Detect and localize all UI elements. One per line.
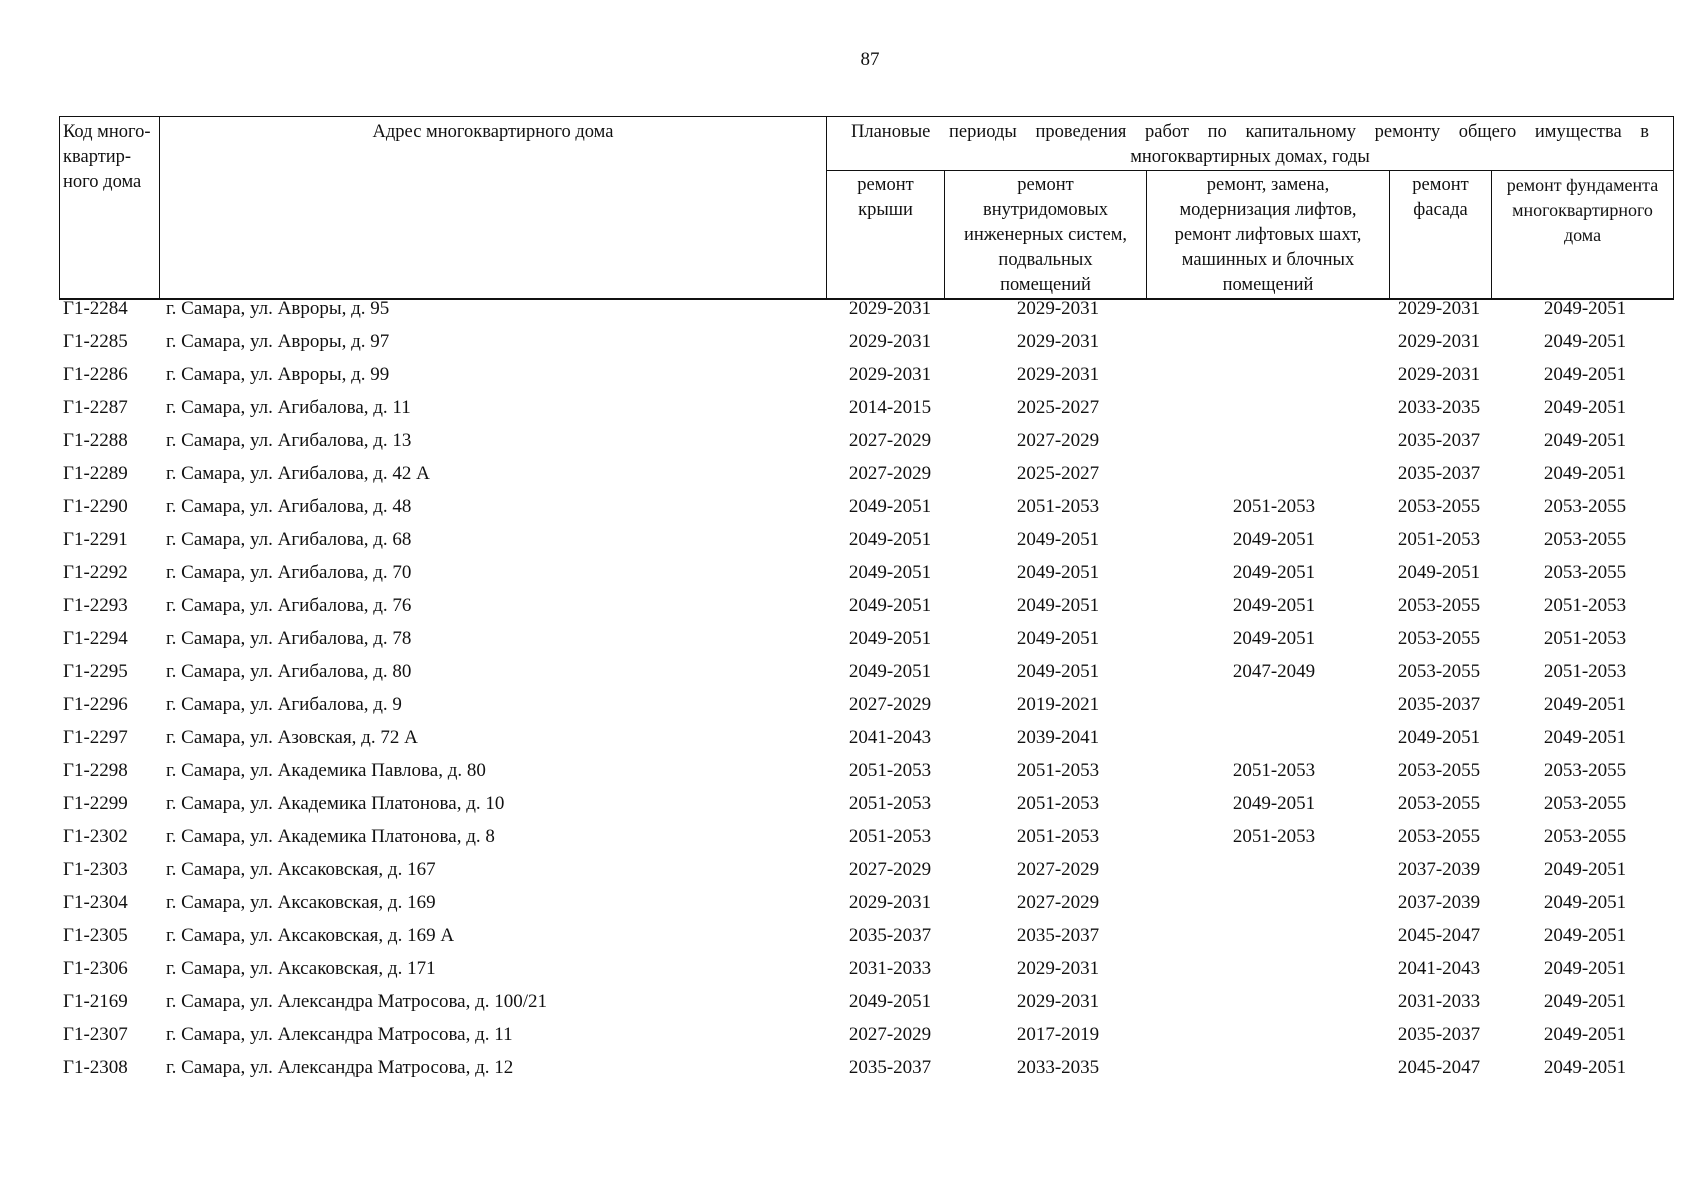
systems-period-cell: 2051-2053 <box>1016 496 1100 517</box>
address-cell: г. Самара, ул. Академика Павлова, д. 80 <box>166 760 486 781</box>
table-row <box>59 693 1673 726</box>
facade-period-cell: 2053-2055 <box>1397 496 1481 517</box>
roof-period-cell: 2049-2051 <box>848 562 932 583</box>
facade-period-cell: 2053-2055 <box>1397 793 1481 814</box>
table-row <box>59 330 1673 363</box>
facade-period-cell: 2035-2037 <box>1397 430 1481 451</box>
roof-period-cell: 2027-2029 <box>848 694 932 715</box>
foundation-period-cell: 2049-2051 <box>1543 859 1627 880</box>
foundation-period-cell: 2049-2051 <box>1543 925 1627 946</box>
table-row <box>59 792 1673 825</box>
systems-period-cell: 2049-2051 <box>1016 661 1100 682</box>
header-col-line: внутридомовых <box>982 200 1109 220</box>
systems-period-cell: 2029-2031 <box>1016 991 1100 1012</box>
header-col-facade <box>1390 171 1492 300</box>
table-row <box>59 858 1673 891</box>
foundation-period-cell: 2051-2053 <box>1543 595 1627 616</box>
page-number: 87 <box>860 49 880 70</box>
table-row <box>59 660 1673 693</box>
facade-period-cell: 2045-2047 <box>1397 1057 1481 1078</box>
lifts-period-cell: 2049-2051 <box>1232 793 1316 814</box>
foundation-period-cell: 2053-2055 <box>1543 562 1627 583</box>
facade-period-cell: 2053-2055 <box>1397 628 1481 649</box>
header-col-foundation <box>1492 171 1674 300</box>
table-row <box>59 495 1673 528</box>
header-col-systems <box>945 171 1147 300</box>
house-code-cell: Г1-2294 <box>63 628 128 649</box>
house-code-cell: Г1-2306 <box>63 958 128 979</box>
foundation-period-cell: 2053-2055 <box>1543 826 1627 847</box>
address-cell: г. Самара, ул. Аксаковская, д. 169 <box>166 892 436 913</box>
header-col-line: крыши <box>858 200 913 220</box>
table-body <box>59 297 1673 1089</box>
house-code-cell: Г1-2292 <box>63 562 128 583</box>
header-periods-group <box>827 117 1674 171</box>
house-code-cell: Г1-2289 <box>63 463 128 484</box>
house-code-cell: Г1-2304 <box>63 892 128 913</box>
table-row <box>59 462 1673 495</box>
roof-period-cell: 2027-2029 <box>848 430 932 451</box>
foundation-period-cell: 2049-2051 <box>1543 892 1627 913</box>
table-header <box>59 116 1674 300</box>
header-address-label: Адрес многоквартирного дома <box>372 122 614 142</box>
lifts-period-cell: 2051-2053 <box>1232 826 1316 847</box>
address-cell: г. Самара, ул. Авроры, д. 99 <box>166 364 390 385</box>
systems-period-cell: 2039-2041 <box>1016 727 1100 748</box>
table-row <box>59 627 1673 660</box>
systems-period-cell: 2051-2053 <box>1016 760 1100 781</box>
address-cell: г. Самара, ул. Агибалова, д. 9 <box>166 694 402 715</box>
header-col-line: помещений <box>1222 275 1314 295</box>
header-col-line: фасада <box>1413 200 1468 220</box>
table-row <box>59 528 1673 561</box>
foundation-period-cell: 2049-2051 <box>1543 1057 1627 1078</box>
house-code-cell: Г1-2308 <box>63 1057 128 1078</box>
lifts-period-cell: 2049-2051 <box>1232 595 1316 616</box>
table-row <box>59 594 1673 627</box>
header-col-line: ремонт лифтовых шахт, <box>1174 225 1362 245</box>
roof-period-cell: 2014-2015 <box>848 397 932 418</box>
address-cell: г. Самара, ул. Авроры, д. 95 <box>166 298 390 319</box>
header-col-line: ремонт <box>857 175 914 195</box>
house-code-cell: Г1-2303 <box>63 859 128 880</box>
address-cell: г. Самара, ул. Азовская, д. 72 А <box>166 727 418 748</box>
facade-period-cell: 2053-2055 <box>1397 595 1481 616</box>
foundation-period-cell: 2051-2053 <box>1543 661 1627 682</box>
house-code-cell: Г1-2302 <box>63 826 128 847</box>
header-col-line: подвальных <box>998 250 1093 270</box>
systems-period-cell: 2049-2051 <box>1016 595 1100 616</box>
table-row <box>59 726 1673 759</box>
house-code-cell: Г1-2286 <box>63 364 128 385</box>
house-code-cell: Г1-2295 <box>63 661 128 682</box>
facade-period-cell: 2033-2035 <box>1397 397 1481 418</box>
header-col-line: машинных и блочных <box>1181 250 1355 270</box>
facade-period-cell: 2035-2037 <box>1397 1024 1481 1045</box>
header-col-roof <box>827 171 945 300</box>
table-row <box>59 363 1673 396</box>
systems-period-cell: 2049-2051 <box>1016 562 1100 583</box>
foundation-period-cell: 2053-2055 <box>1543 529 1627 550</box>
roof-period-cell: 2027-2029 <box>848 463 932 484</box>
systems-period-cell: 2027-2029 <box>1016 859 1100 880</box>
systems-period-cell: 2027-2029 <box>1016 892 1100 913</box>
header-col-line: инженерных систем, <box>963 225 1128 245</box>
house-code-cell: Г1-2293 <box>63 595 128 616</box>
header-col-line: помещений <box>1000 275 1091 295</box>
address-cell: г. Самара, ул. Александра Матросова, д. 12 <box>166 1057 514 1078</box>
systems-period-cell: 2029-2031 <box>1016 331 1100 352</box>
address-cell: г. Самара, ул. Агибалова, д. 48 <box>166 496 412 517</box>
roof-period-cell: 2051-2053 <box>848 793 932 814</box>
header-address <box>160 117 827 300</box>
address-cell: г. Самара, ул. Агибалова, д. 13 <box>166 430 412 451</box>
house-code-cell: Г1-2297 <box>63 727 128 748</box>
address-cell: г. Самара, ул. Агибалова, д. 42 А <box>166 463 430 484</box>
header-code-line: ного дома <box>63 172 142 192</box>
roof-period-cell: 2035-2037 <box>848 1057 932 1078</box>
address-cell: г. Самара, ул. Агибалова, д. 11 <box>166 397 411 418</box>
table-row <box>59 924 1673 957</box>
facade-period-cell: 2053-2055 <box>1397 826 1481 847</box>
systems-period-cell: 2051-2053 <box>1016 826 1100 847</box>
roof-period-cell: 2049-2051 <box>848 628 932 649</box>
foundation-period-cell: 2049-2051 <box>1543 397 1627 418</box>
roof-period-cell: 2031-2033 <box>848 958 932 979</box>
systems-period-cell: 2029-2031 <box>1016 958 1100 979</box>
table-row <box>59 1056 1673 1089</box>
house-code-cell: Г1-2307 <box>63 1024 128 1045</box>
address-cell: г. Самара, ул. Агибалова, д. 70 <box>166 562 412 583</box>
address-cell: г. Самара, ул. Александра Матросова, д. 11 <box>166 1024 513 1045</box>
systems-period-cell: 2027-2029 <box>1016 430 1100 451</box>
foundation-period-cell: 2049-2051 <box>1543 727 1627 748</box>
table-row <box>59 429 1673 462</box>
table-row <box>59 1023 1673 1056</box>
facade-period-cell: 2053-2055 <box>1397 661 1481 682</box>
table-row <box>59 759 1673 792</box>
facade-period-cell: 2049-2051 <box>1397 562 1481 583</box>
header-code-line: Код много- <box>63 122 151 142</box>
house-code-cell: Г1-2285 <box>63 331 128 352</box>
foundation-period-cell: 2049-2051 <box>1543 1024 1627 1045</box>
table-row <box>59 297 1673 330</box>
facade-period-cell: 2045-2047 <box>1397 925 1481 946</box>
facade-period-cell: 2053-2055 <box>1397 760 1481 781</box>
foundation-period-cell: 2049-2051 <box>1543 694 1627 715</box>
header-col-line: дома <box>1563 225 1602 245</box>
roof-period-cell: 2029-2031 <box>848 331 932 352</box>
foundation-period-cell: 2049-2051 <box>1543 463 1627 484</box>
header-col-line: ремонт <box>1017 175 1074 195</box>
facade-period-cell: 2037-2039 <box>1397 892 1481 913</box>
roof-period-cell: 2035-2037 <box>848 925 932 946</box>
address-cell: г. Самара, ул. Агибалова, д. 78 <box>166 628 412 649</box>
table-row <box>59 825 1673 858</box>
foundation-period-cell: 2053-2055 <box>1543 793 1627 814</box>
roof-period-cell: 2049-2051 <box>848 661 932 682</box>
roof-period-cell: 2029-2031 <box>848 298 932 319</box>
address-cell: г. Самара, ул. Аксаковская, д. 169 А <box>166 925 455 946</box>
roof-period-cell: 2027-2029 <box>848 859 932 880</box>
lifts-period-cell: 2051-2053 <box>1232 760 1316 781</box>
house-code-cell: Г1-2169 <box>63 991 128 1012</box>
foundation-period-cell: 2049-2051 <box>1543 430 1627 451</box>
facade-period-cell: 2029-2031 <box>1397 331 1481 352</box>
roof-period-cell: 2049-2051 <box>848 529 932 550</box>
systems-period-cell: 2033-2035 <box>1016 1057 1100 1078</box>
systems-period-cell: 2035-2037 <box>1016 925 1100 946</box>
roof-period-cell: 2049-2051 <box>848 991 932 1012</box>
house-code-cell: Г1-2291 <box>63 529 128 550</box>
header-col-line: ремонт, замена, <box>1206 175 1330 195</box>
roof-period-cell: 2029-2031 <box>848 892 932 913</box>
systems-period-cell: 2025-2027 <box>1016 463 1100 484</box>
foundation-period-cell: 2053-2055 <box>1543 760 1627 781</box>
address-cell: г. Самара, ул. Агибалова, д. 68 <box>166 529 412 550</box>
foundation-period-cell: 2049-2051 <box>1543 331 1627 352</box>
table-row <box>59 561 1673 594</box>
header-code-line: квартир- <box>63 147 132 167</box>
facade-period-cell: 2035-2037 <box>1397 694 1481 715</box>
house-code-cell: Г1-2287 <box>63 397 128 418</box>
systems-period-cell: 2029-2031 <box>1016 298 1100 319</box>
lifts-period-cell: 2051-2053 <box>1232 496 1316 517</box>
house-code-cell: Г1-2290 <box>63 496 128 517</box>
roof-period-cell: 2049-2051 <box>848 496 932 517</box>
header-col-line: многоквартирного <box>1512 200 1653 220</box>
facade-period-cell: 2031-2033 <box>1397 991 1481 1012</box>
systems-period-cell: 2029-2031 <box>1016 364 1100 385</box>
facade-period-cell: 2041-2043 <box>1397 958 1481 979</box>
facade-period-cell: 2037-2039 <box>1397 859 1481 880</box>
header-group-line-2: многоквартирных домах, годы <box>1130 147 1370 167</box>
facade-period-cell: 2051-2053 <box>1397 529 1481 550</box>
systems-period-cell: 2025-2027 <box>1016 397 1100 418</box>
header-col-line: модернизация лифтов, <box>1179 200 1357 220</box>
facade-period-cell: 2035-2037 <box>1397 463 1481 484</box>
header-col-line: ремонт фундамента <box>1506 175 1659 195</box>
foundation-period-cell: 2049-2051 <box>1543 991 1627 1012</box>
house-code-cell: Г1-2288 <box>63 430 128 451</box>
house-code-cell: Г1-2284 <box>63 298 128 319</box>
roof-period-cell: 2049-2051 <box>848 595 932 616</box>
address-cell: г. Самара, ул. Агибалова, д. 80 <box>166 661 412 682</box>
lifts-period-cell: 2049-2051 <box>1232 529 1316 550</box>
systems-period-cell: 2049-2051 <box>1016 628 1100 649</box>
roof-period-cell: 2029-2031 <box>848 364 932 385</box>
lifts-period-cell: 2047-2049 <box>1232 661 1316 682</box>
roof-period-cell: 2027-2029 <box>848 1024 932 1045</box>
table-row <box>59 891 1673 924</box>
house-code-cell: Г1-2298 <box>63 760 128 781</box>
systems-period-cell: 2019-2021 <box>1016 694 1100 715</box>
address-cell: г. Самара, ул. Аксаковская, д. 171 <box>166 958 436 979</box>
address-cell: г. Самара, ул. Академика Платонова, д. 10 <box>166 793 505 814</box>
systems-period-cell: 2017-2019 <box>1016 1024 1100 1045</box>
facade-period-cell: 2049-2051 <box>1397 727 1481 748</box>
foundation-period-cell: 2053-2055 <box>1543 496 1627 517</box>
facade-period-cell: 2029-2031 <box>1397 364 1481 385</box>
foundation-period-cell: 2051-2053 <box>1543 628 1627 649</box>
header-group-line-1: Плановые периоды проведения работ по капитальному ремонту общего имущества в <box>851 122 1650 142</box>
address-cell: г. Самара, ул. Александра Матросова, д. 100/21 <box>166 991 548 1012</box>
roof-period-cell: 2051-2053 <box>848 826 932 847</box>
header-col-line: ремонт <box>1412 175 1469 195</box>
house-code-cell: Г1-2299 <box>63 793 128 814</box>
table-row <box>59 957 1673 990</box>
roof-period-cell: 2051-2053 <box>848 760 932 781</box>
table-row <box>59 990 1673 1023</box>
header-code <box>60 117 160 300</box>
systems-period-cell: 2051-2053 <box>1016 793 1100 814</box>
table-row <box>59 396 1673 429</box>
header-col-lifts <box>1147 171 1390 300</box>
house-code-cell: Г1-2296 <box>63 694 128 715</box>
lifts-period-cell: 2049-2051 <box>1232 628 1316 649</box>
facade-period-cell: 2029-2031 <box>1397 298 1481 319</box>
address-cell: г. Самара, ул. Аксаковская, д. 167 <box>166 859 436 880</box>
foundation-period-cell: 2049-2051 <box>1543 364 1627 385</box>
systems-period-cell: 2049-2051 <box>1016 529 1100 550</box>
house-code-cell: Г1-2305 <box>63 925 128 946</box>
lifts-period-cell: 2049-2051 <box>1232 562 1316 583</box>
foundation-period-cell: 2049-2051 <box>1543 958 1627 979</box>
address-cell: г. Самара, ул. Авроры, д. 97 <box>166 331 390 352</box>
address-cell: г. Самара, ул. Агибалова, д. 76 <box>166 595 412 616</box>
foundation-period-cell: 2049-2051 <box>1543 298 1627 319</box>
roof-period-cell: 2041-2043 <box>848 727 932 748</box>
address-cell: г. Самара, ул. Академика Платонова, д. 8 <box>166 826 495 847</box>
